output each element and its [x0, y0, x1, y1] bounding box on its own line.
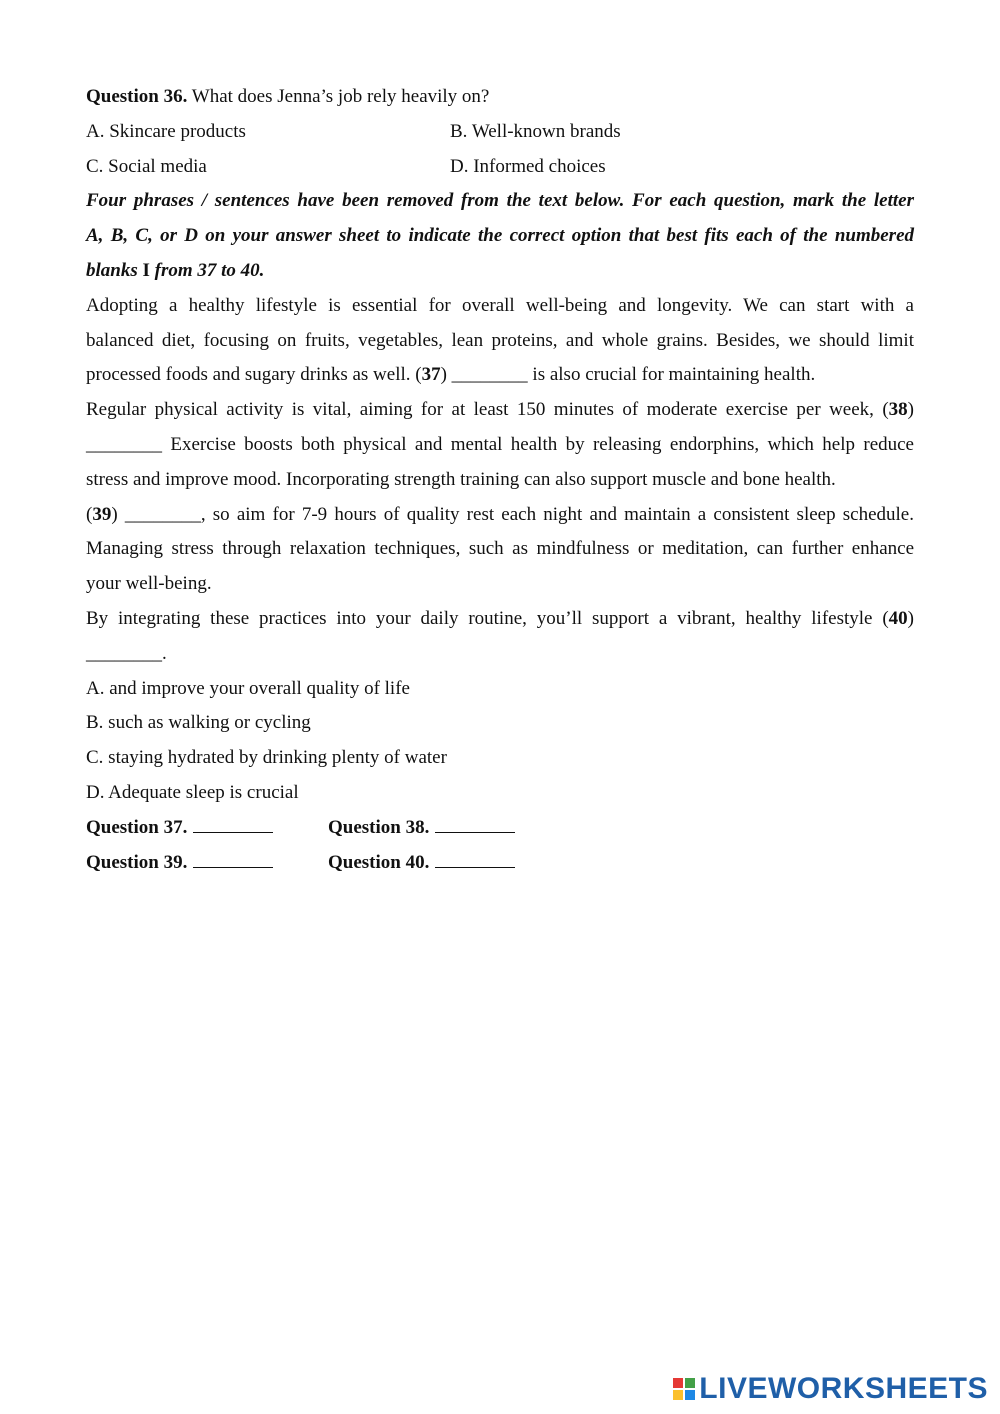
- passage-line: [86, 498, 914, 533]
- answer-39: [86, 846, 328, 881]
- instructions-line-1: Four phrases / sentences have been removed from the text below. For each question, mark the letter: [86, 190, 914, 212]
- instructions-line-3: [86, 254, 914, 289]
- passage-line: ________.: [86, 642, 167, 664]
- worksheet-page: [86, 80, 914, 880]
- passage-text: ) ________, so aim for 7-9 hours of quality rest each night and maintain a consistent sleep schedule.: [111, 503, 914, 525]
- answer-40: [328, 846, 515, 881]
- choice-b: B. such as walking or cycling: [86, 712, 311, 734]
- answer-38-label: Question 38.: [328, 816, 430, 838]
- instructions: [86, 184, 914, 288]
- answer-40-input[interactable]: [435, 847, 515, 868]
- blank-number-40: 40: [888, 607, 908, 629]
- passage: [86, 289, 914, 672]
- logo-text: LIVEWORKSHEETS: [699, 1372, 988, 1405]
- passage-text: (: [86, 503, 93, 525]
- answer-37: [86, 811, 328, 846]
- passage-line: stress and improve mood. Incorporating strength training can also support muscle and bone health.: [86, 468, 836, 490]
- answer-39-input[interactable]: [193, 847, 273, 868]
- passage-text: By integrating these practices into your daily routine, you’ll support a vibrant, healthy lifestyle (: [86, 607, 889, 629]
- answer-row-2: [86, 846, 914, 881]
- choice-list: [86, 672, 914, 811]
- passage-line: Adopting a healthy lifestyle is essential for overall well-being and longevity. We can start with a: [86, 294, 914, 316]
- blank-number-39: 39: [92, 503, 112, 525]
- answer-38: [328, 811, 515, 846]
- logo-square: [685, 1378, 695, 1388]
- answer-39-label: Question 39.: [86, 851, 188, 873]
- passage-line: ________ Exercise boosts both physical and mental health by releasing endorphins, which help reduce: [86, 433, 914, 455]
- liveworksheets-logo: [673, 1372, 988, 1406]
- passage-line: [86, 602, 914, 637]
- answer-37-label: Question 37.: [86, 816, 188, 838]
- blank-number-38: 38: [888, 399, 908, 421]
- passage-text: ) ________ is also crucial for maintaining health.: [440, 364, 816, 386]
- passage-text: ): [907, 399, 914, 421]
- passage-line: Managing stress through relaxation techniques, such as mindfulness or meditation, can further enhance: [86, 538, 914, 560]
- choice-d: D. Adequate sleep is crucial: [86, 781, 299, 803]
- question-36-options-row-2: [86, 150, 914, 185]
- choice-a: A. and improve your overall quality of life: [86, 677, 410, 699]
- instructions-line-2: A, B, C, or D on your answer sheet to indicate the correct option that best fits each of the numbered: [86, 225, 914, 247]
- passage-line: balanced diet, focusing on fruits, vegetables, lean proteins, and whole grains. Besides, we should limit: [86, 329, 914, 351]
- question-36: [86, 80, 914, 115]
- option-b: B. Well-known brands: [450, 120, 621, 142]
- question-36-options-row-1: [86, 115, 914, 150]
- logo-mark-icon: [673, 1378, 695, 1400]
- logo-square: [673, 1390, 683, 1400]
- option-c: C. Social media: [86, 155, 207, 177]
- blank-number-37: 37: [421, 364, 441, 386]
- passage-line: [86, 358, 914, 393]
- passage-line: your well-being.: [86, 573, 212, 595]
- instructions-marker: I: [142, 259, 150, 281]
- answer-40-label: Question 40.: [328, 851, 430, 873]
- answer-38-input[interactable]: [435, 812, 515, 833]
- logo-square: [685, 1390, 695, 1400]
- passage-line: [86, 393, 914, 428]
- answer-37-input[interactable]: [193, 812, 273, 833]
- passage-text: Regular physical activity is vital, aiming for at least 150 minutes of moderate exercise per week, (: [86, 399, 889, 421]
- choice-c: C. staying hydrated by drinking plenty of water: [86, 747, 447, 769]
- instructions-range: from 37 to 40.: [154, 259, 265, 281]
- question-36-number: Question 36.: [86, 86, 188, 107]
- passage-text: processed foods and sugary drinks as well. (: [86, 364, 422, 386]
- option-a: A. Skincare products: [86, 120, 246, 142]
- answer-row-1: [86, 811, 914, 846]
- question-36-text: What does Jenna’s job rely heavily on?: [191, 86, 490, 107]
- passage-text: ): [907, 607, 914, 629]
- instructions-blanks: blanks: [86, 259, 138, 281]
- option-d: D. Informed choices: [450, 155, 606, 177]
- logo-square: [673, 1378, 683, 1388]
